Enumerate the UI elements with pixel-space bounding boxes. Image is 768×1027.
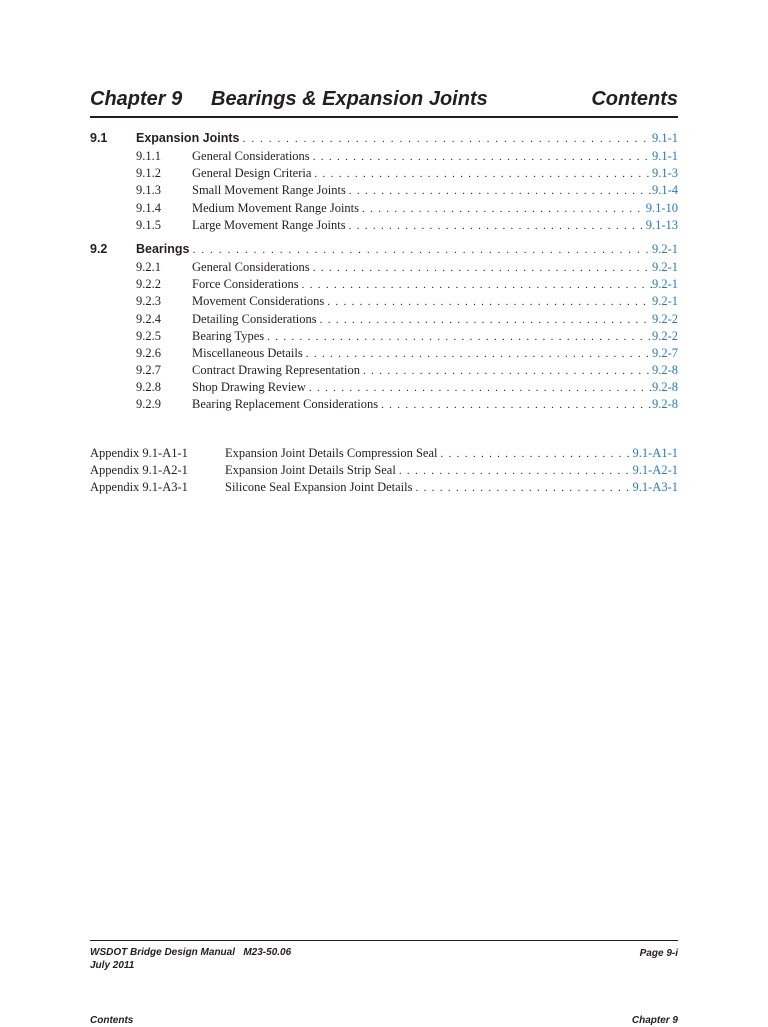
toc-item[interactable] bbox=[90, 345, 678, 362]
appendix-title: Expansion Joint Details Strip Seal bbox=[225, 463, 396, 478]
chapter-title: Bearings & Expansion Joints bbox=[211, 88, 488, 110]
item-title: Miscellaneous Details bbox=[192, 345, 303, 360]
item-number: 9.1.2 bbox=[136, 166, 161, 181]
page-link[interactable]: 9.1-10 bbox=[645, 200, 678, 215]
dot-leader bbox=[299, 277, 652, 294]
page-link[interactable]: 9.1-A3-1 bbox=[632, 480, 678, 495]
page-number: Page 9-i bbox=[639, 948, 678, 959]
manual-title: WSDOT Bridge Design Manual M23-50.06 bbox=[90, 947, 292, 958]
appendix-number: Appendix 9.1-A2-1 bbox=[90, 463, 188, 478]
dot-leader bbox=[359, 201, 646, 218]
section-title: Bearings bbox=[136, 241, 190, 256]
toc-section-9-2[interactable] bbox=[90, 241, 678, 259]
item-title: Contract Drawing Representation bbox=[192, 363, 361, 378]
dot-leader bbox=[306, 380, 652, 397]
page-link[interactable]: 9.1-4 bbox=[651, 183, 678, 198]
dot-leader bbox=[396, 463, 633, 480]
toc-item[interactable] bbox=[90, 148, 678, 165]
item-number: 9.1.1 bbox=[136, 149, 161, 163]
dot-leader bbox=[311, 166, 652, 183]
item-title: Detailing Considerations bbox=[192, 311, 317, 326]
appendix-number: Appendix 9.1-A1-1 bbox=[90, 446, 188, 460]
dot-leader bbox=[264, 329, 652, 346]
toc-item[interactable] bbox=[90, 379, 678, 396]
contents-heading: Contents bbox=[591, 88, 678, 110]
dot-leader bbox=[346, 218, 646, 235]
page-link[interactable]: 9.2-8 bbox=[651, 380, 678, 395]
dot-leader bbox=[190, 242, 652, 259]
page-link[interactable]: 9.1-A2-1 bbox=[632, 463, 678, 478]
page-link[interactable]: 9.2-1 bbox=[651, 241, 678, 256]
dot-leader bbox=[240, 131, 652, 148]
toc-item[interactable] bbox=[90, 200, 678, 217]
item-number: 9.2.2 bbox=[136, 277, 161, 292]
dot-leader bbox=[303, 346, 652, 363]
toc-item[interactable] bbox=[90, 396, 678, 413]
toc-item[interactable] bbox=[90, 362, 678, 379]
item-title: Medium Movement Range Joints bbox=[192, 200, 359, 215]
toc-item[interactable] bbox=[90, 276, 678, 293]
dot-leader bbox=[437, 446, 632, 463]
dot-leader bbox=[324, 294, 652, 311]
item-number: 9.2.5 bbox=[136, 328, 161, 343]
appendix-title: Silicone Seal Expansion Joint Details bbox=[225, 480, 413, 495]
item-number: 9.1.4 bbox=[136, 200, 161, 215]
appendix-title: Expansion Joint Details Compression Seal bbox=[225, 446, 438, 460]
item-title: Bearing Replacement Considerations bbox=[192, 397, 379, 412]
page-link[interactable]: 9.2-2 bbox=[651, 328, 678, 343]
item-title: Movement Considerations bbox=[192, 294, 325, 309]
item-title: Large Movement Range Joints bbox=[192, 217, 346, 232]
item-number: 9.2.4 bbox=[136, 311, 161, 326]
page-link[interactable]: 9.2-1 bbox=[651, 259, 678, 274]
page-link[interactable]: 9.2-7 bbox=[651, 345, 678, 360]
page-link[interactable]: 9.1-13 bbox=[645, 217, 678, 232]
toc-item[interactable] bbox=[90, 165, 678, 182]
dot-leader bbox=[310, 149, 652, 166]
item-title: General Considerations bbox=[192, 259, 310, 274]
table-of-contents bbox=[90, 130, 678, 414]
section-number: 9.1 bbox=[90, 131, 108, 145]
appendix-item[interactable] bbox=[90, 479, 678, 496]
dot-leader bbox=[310, 260, 652, 277]
section-title: Expansion Joints bbox=[136, 131, 240, 145]
item-title: Force Considerations bbox=[192, 277, 299, 292]
page-link[interactable]: 9.2-8 bbox=[651, 363, 678, 378]
toc-item[interactable] bbox=[90, 311, 678, 328]
page-link[interactable]: 9.1-1 bbox=[651, 131, 678, 145]
toc-section-9-1[interactable] bbox=[90, 130, 678, 148]
item-number: 9.2.3 bbox=[136, 294, 161, 309]
toc-item[interactable] bbox=[90, 217, 678, 234]
running-head-right: Chapter 9 bbox=[631, 1015, 678, 1026]
publish-date: July 2011 bbox=[90, 960, 135, 971]
page-link[interactable]: 9.2-1 bbox=[651, 294, 678, 309]
page-link[interactable]: 9.2-1 bbox=[651, 277, 678, 292]
page-link[interactable]: 9.1-3 bbox=[651, 166, 678, 181]
item-number: 9.2.1 bbox=[136, 259, 161, 274]
dot-leader bbox=[317, 312, 652, 329]
dot-leader bbox=[378, 397, 652, 414]
item-number: 9.2.8 bbox=[136, 380, 161, 395]
page-footer bbox=[90, 940, 678, 972]
page-link[interactable]: 9.1-A1-1 bbox=[632, 446, 678, 460]
appendix-item[interactable] bbox=[90, 462, 678, 479]
dot-leader bbox=[412, 480, 632, 497]
item-number: 9.1.5 bbox=[136, 217, 161, 232]
toc-item[interactable] bbox=[90, 293, 678, 310]
section-gap bbox=[90, 234, 678, 241]
item-title: Bearing Types bbox=[192, 328, 265, 343]
running-head-left: Contents bbox=[90, 1015, 134, 1026]
dot-leader bbox=[346, 183, 652, 200]
page-link[interactable]: 9.2-8 bbox=[651, 397, 678, 412]
item-number: 9.2.6 bbox=[136, 345, 161, 360]
appendix-item[interactable] bbox=[90, 445, 678, 462]
item-title: General Considerations bbox=[192, 149, 310, 163]
item-title: Small Movement Range Joints bbox=[192, 183, 346, 198]
section-number: 9.2 bbox=[90, 241, 108, 256]
chapter-header bbox=[90, 86, 678, 118]
page-link[interactable]: 9.1-1 bbox=[651, 149, 678, 163]
item-number: 9.2.9 bbox=[136, 397, 161, 412]
item-number: 9.1.3 bbox=[136, 183, 161, 198]
appendix-list bbox=[90, 445, 678, 497]
toc-item[interactable] bbox=[90, 259, 678, 276]
toc-item[interactable] bbox=[90, 182, 678, 199]
chapter-number: Chapter 9 bbox=[90, 88, 183, 110]
item-number: 9.2.7 bbox=[136, 363, 161, 378]
appendix-number: Appendix 9.1-A3-1 bbox=[90, 480, 188, 495]
item-title: General Design Criteria bbox=[192, 166, 312, 181]
toc-item[interactable] bbox=[90, 328, 678, 345]
page-link[interactable]: 9.2-2 bbox=[651, 311, 678, 326]
item-title: Shop Drawing Review bbox=[192, 380, 306, 395]
dot-leader bbox=[360, 363, 652, 380]
